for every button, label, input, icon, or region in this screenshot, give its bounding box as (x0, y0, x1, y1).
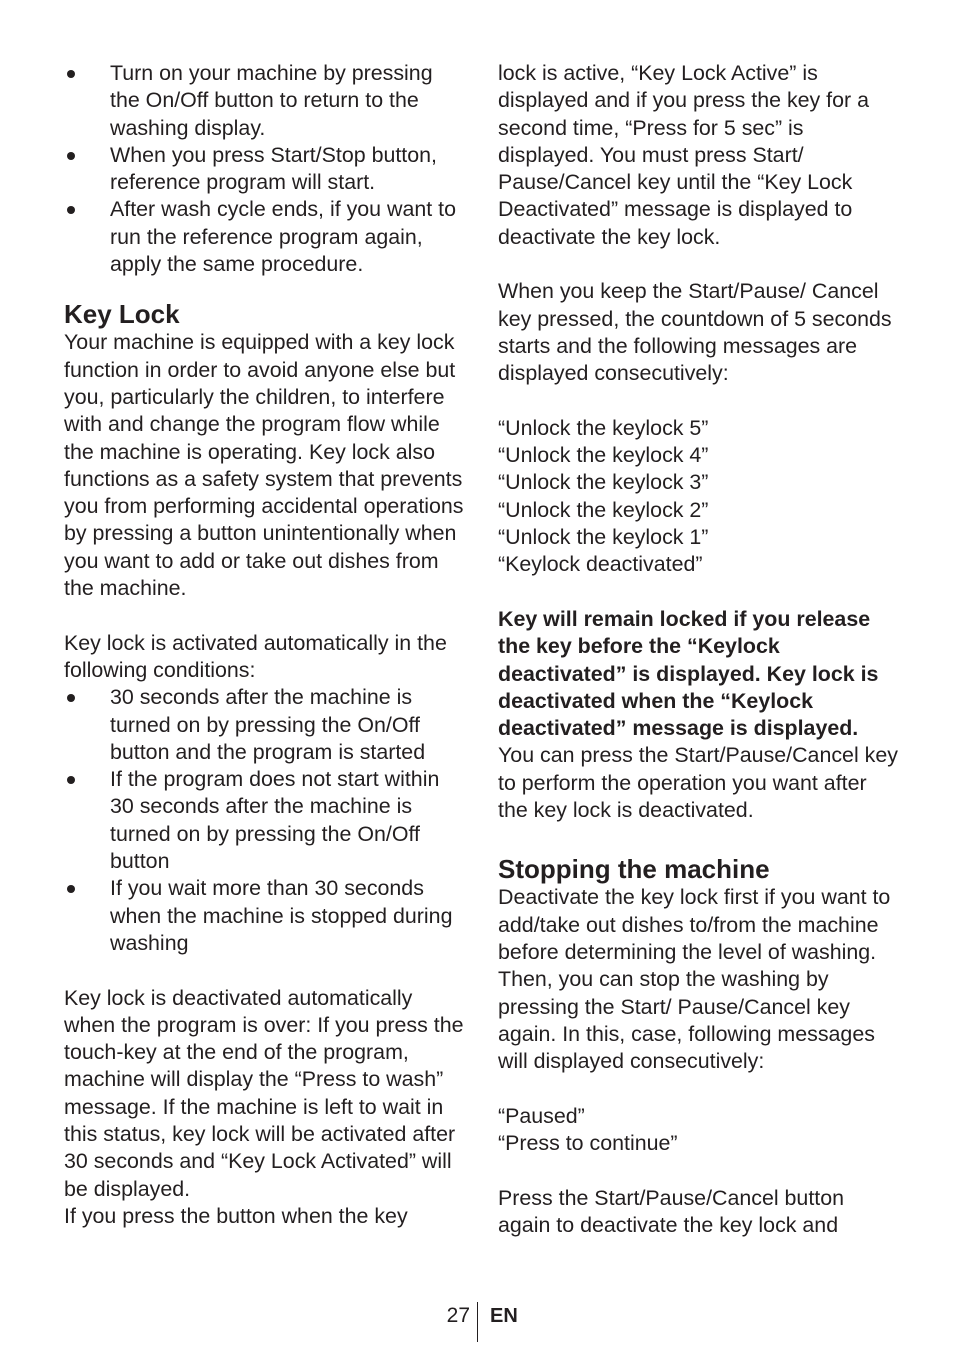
countdown-message-list (498, 415, 898, 579)
stop-message-list (498, 1103, 898, 1158)
footer-divider (477, 1302, 478, 1342)
list-item: If the program does not start within 30 seconds after the machine is turned on by pressing the On/Off button (64, 766, 464, 875)
stop-message: “Paused” (498, 1103, 585, 1128)
list-item: When you press Start/Stop button, reference program will start. (64, 142, 464, 197)
stopping-heading: Stopping the machine (498, 854, 770, 885)
warning-normal-text: You can press the Start/Pause/Cancel key to perform the operation you want after the key lock is deactivated. (498, 743, 898, 823)
countdown-message: “Unlock the keylock 3” (498, 470, 709, 495)
continued-paragraph: lock is active, “Key Lock Active” is displayed and if you press the key for a second time, “Press for 5 sec” is displayed. You must press Start/ Pause/Cancel key until the “Key Lock Deactivated” message is displayed to deactivate the key lock. (498, 61, 869, 249)
page-number: 27 (446, 1304, 470, 1327)
warning-paragraph (498, 606, 898, 824)
countdown-message: “Unlock the keylock 2” (498, 497, 709, 522)
countdown-message: “Unlock the keylock 1” (498, 525, 709, 550)
right-column (498, 60, 898, 1239)
page-footer (0, 1302, 954, 1342)
countdown-paragraph: When you keep the Start/Pause/ Cancel key pressed, the countdown of 5 seconds starts and the following messages are displayed consecutively: (498, 279, 892, 386)
list-item: Turn on your machine by pressing the On/Off button to return to the washing display. (64, 60, 464, 142)
countdown-message: “Unlock the keylock 4” (498, 443, 709, 468)
continued-paragraph: If you press the button when the key (64, 1203, 408, 1228)
stop-message: “Press to continue” (498, 1130, 678, 1155)
list-item: 30 seconds after the machine is turned on by pressing the On/Off button and the program is started (64, 684, 464, 766)
language-code: EN (490, 1305, 518, 1327)
activation-intro: Key lock is activated automatically in the following conditions: (64, 630, 447, 682)
deactivation-paragraph: Key lock is deactivated automatically when the program is over: If you press the touch-key at the end of the program, machine will display the “Press to wash” message. If the machine is left to wait in this status, key lock will be activated after 30 seconds and “Key Lock Activated” will be displayed. (64, 985, 464, 1201)
warning-bold-text: Key will remain locked if you release the key before the “Keylock deactivated” is displayed. Key lock is deactivated when the “Keylock deactivated” message is displayed. (498, 606, 879, 741)
key-lock-heading: Key Lock (64, 299, 180, 330)
stopping-paragraph: Deactivate the key lock first if you want to add/take out dishes to/from the machine before determining the level of washing. Then, you can stop the washing by pressing the Start/ Pause/Cancel key again. In this, case, following messages will displayed consecutively: (498, 885, 891, 1074)
list-item: After wash cycle ends, if you want to run the reference program again, apply the same procedure. (64, 196, 464, 278)
list-item: If you wait more than 30 seconds when the machine is stopped during washing (64, 875, 464, 957)
left-column (64, 60, 464, 1230)
activation-conditions-list (64, 684, 464, 957)
final-paragraph: Press the Start/Pause/Cancel button again to deactivate the key lock and (498, 1185, 845, 1237)
key-lock-paragraph: Your machine is equipped with a key lock function in order to avoid anyone else but you, particularly the children, to interfere with and change the program flow while the machine is operating. Key lock also functions as a safety system that prevents you from performing accidental operations by pressing a button unintentionally when you want to add or take out dishes from the machine. (64, 330, 464, 601)
intro-bullet-list (64, 60, 464, 278)
countdown-message: “Unlock the keylock 5” (498, 415, 709, 440)
countdown-message: “Keylock deactivated” (498, 552, 703, 577)
